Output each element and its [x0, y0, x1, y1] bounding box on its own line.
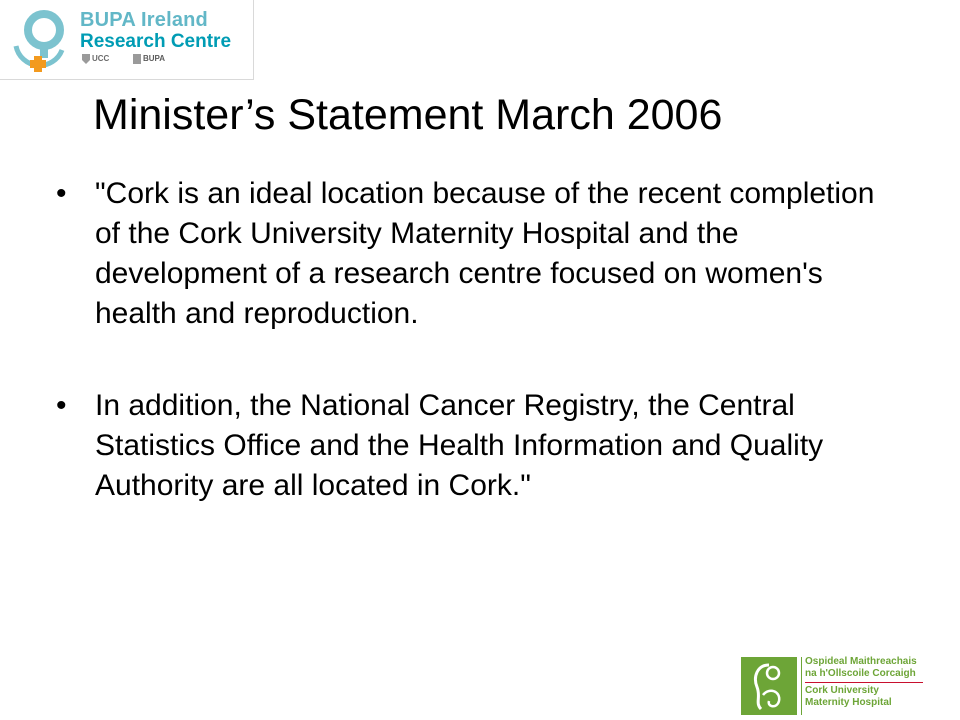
- logo-emblem-box: [741, 657, 797, 715]
- partner-bupa: BUPA: [143, 54, 166, 63]
- bupa-research-centre-logo: [0, 0, 254, 80]
- bullet-list: [56, 174, 906, 506]
- bupa-mark-icon: [133, 54, 141, 64]
- partner-ucc: UCC: [92, 54, 110, 63]
- slide-title: Minister’s Statement March 2006: [93, 91, 723, 139]
- venus-cross-icon: [6, 6, 72, 74]
- logo-english-line2: Maternity Hospital: [805, 697, 892, 708]
- bullet-text: "Cork is an ideal location because of the recent completion of the Cork University Maternity Hospital and the development of a research centre focused on women's health and reproduction.: [95, 177, 875, 330]
- logo-title-line2: Research Centre: [80, 31, 232, 52]
- bullet-item: [56, 386, 906, 506]
- logo-text: [805, 656, 923, 709]
- bullet-item: [56, 174, 906, 334]
- logo-irish-line2: na h'Ollscoile Corcaigh: [805, 668, 916, 679]
- logo-title-line1: BUPA Ireland: [80, 9, 208, 31]
- bullet-text: In addition, the National Cancer Registry, the Central Statistics Office and the Health Information and Quality Authority are all located in Cork.": [95, 389, 824, 502]
- logo-red-rule: [805, 682, 923, 683]
- logo-irish-line1: Ospideal Maithreachais: [805, 656, 917, 667]
- logo-divider: [801, 657, 802, 715]
- bullet-icon: •: [56, 389, 67, 422]
- cork-maternity-hospital-logo: [741, 655, 931, 717]
- mother-child-icon: [741, 657, 797, 715]
- logo-english-line1: Cork University: [805, 685, 879, 696]
- ucc-crest-icon: [82, 54, 90, 64]
- bullet-icon: •: [56, 177, 67, 210]
